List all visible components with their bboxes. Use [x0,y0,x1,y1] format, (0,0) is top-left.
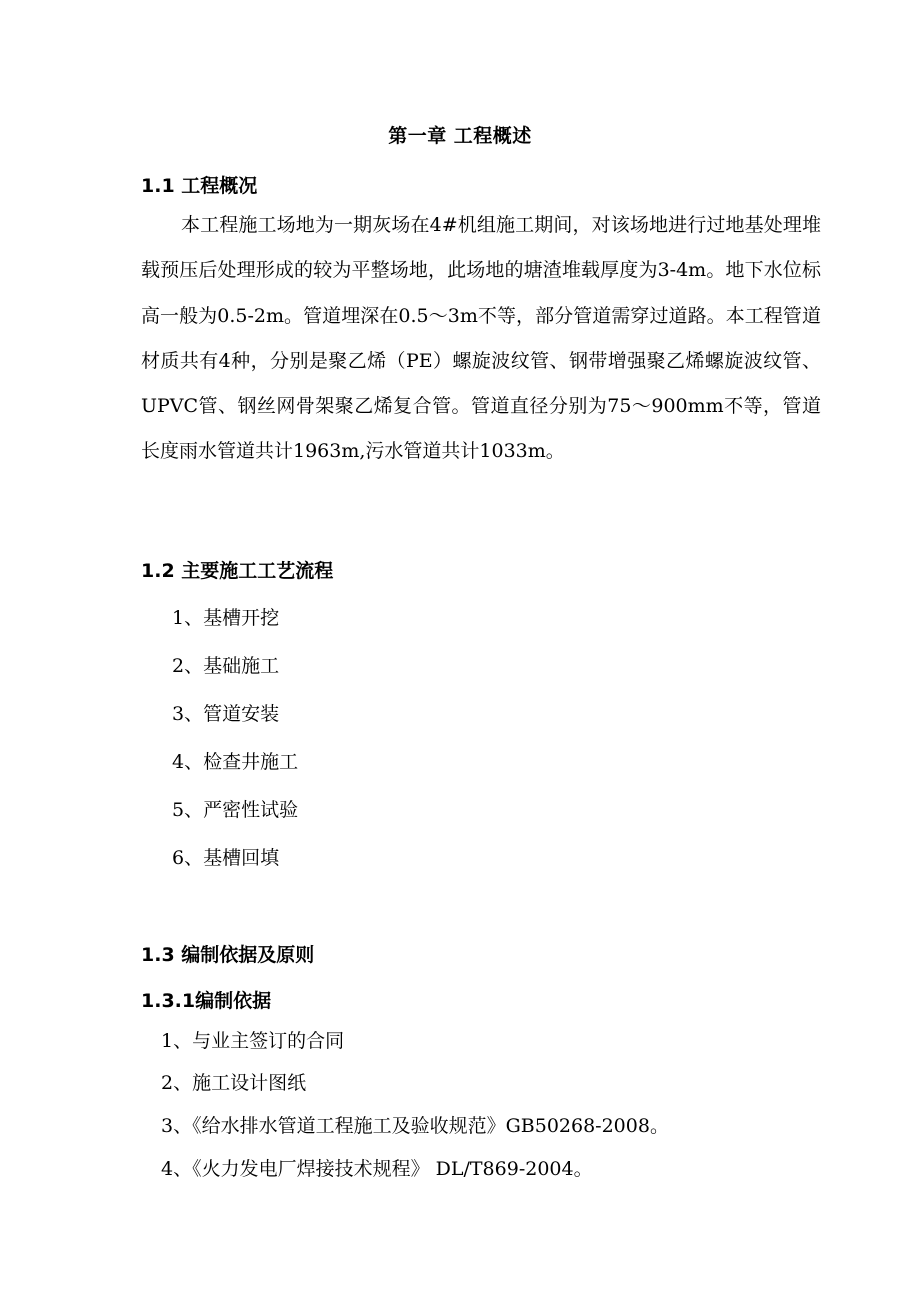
process-step: 1、基槽开挖 [172,607,280,629]
project-overview-paragraph: 本工程施工场地为一期灰场在4#机组施工期间，对该场地进行过地基处理堆载预压后处理形成的较为平整场地，此场地的塘渣堆载厚度为3-4m。地下水位标高一般为0.5-2m。管道埋深在0.5～3m不等，部分管道需穿过道路。本工程管道材质共有4种，分别是聚乙烯（PE）螺旋波纹管、钢带增强聚乙烯螺旋波纹管、UPVC管、钢丝网骨架聚乙烯复合管。管道直径分别为75～900mm不等，管道长度雨水管道共计1963m,污水管道共计1033m。 [141,214,821,463]
process-step: 5、严密性试验 [172,799,299,821]
section-heading-1-1: 1.1 工程概况 [141,175,258,197]
process-step: 4、检查井施工 [172,751,299,773]
process-step: 2、基础施工 [172,655,280,677]
basis-item: 2、施工设计图纸 [161,1072,307,1094]
section-heading-1-3: 1.3 编制依据及原则 [141,944,315,966]
basis-item: 3、《给水排水管道工程施工及验收规范》GB50268-2008。 [161,1115,669,1137]
basis-item: 1、与业主签订的合同 [161,1030,345,1052]
subsection-heading-1-3-1: 1.3.1编制依据 [141,990,272,1012]
process-step: 6、基槽回填 [172,847,280,869]
section-heading-1-2: 1.2 主要施工工艺流程 [141,560,334,582]
basis-item: 4、《火力发电厂焊接技术规程》 DL/T869-2004。 [161,1158,593,1180]
chapter-title: 第一章 工程概述 [388,125,532,147]
process-step: 3、管道安装 [172,703,280,725]
